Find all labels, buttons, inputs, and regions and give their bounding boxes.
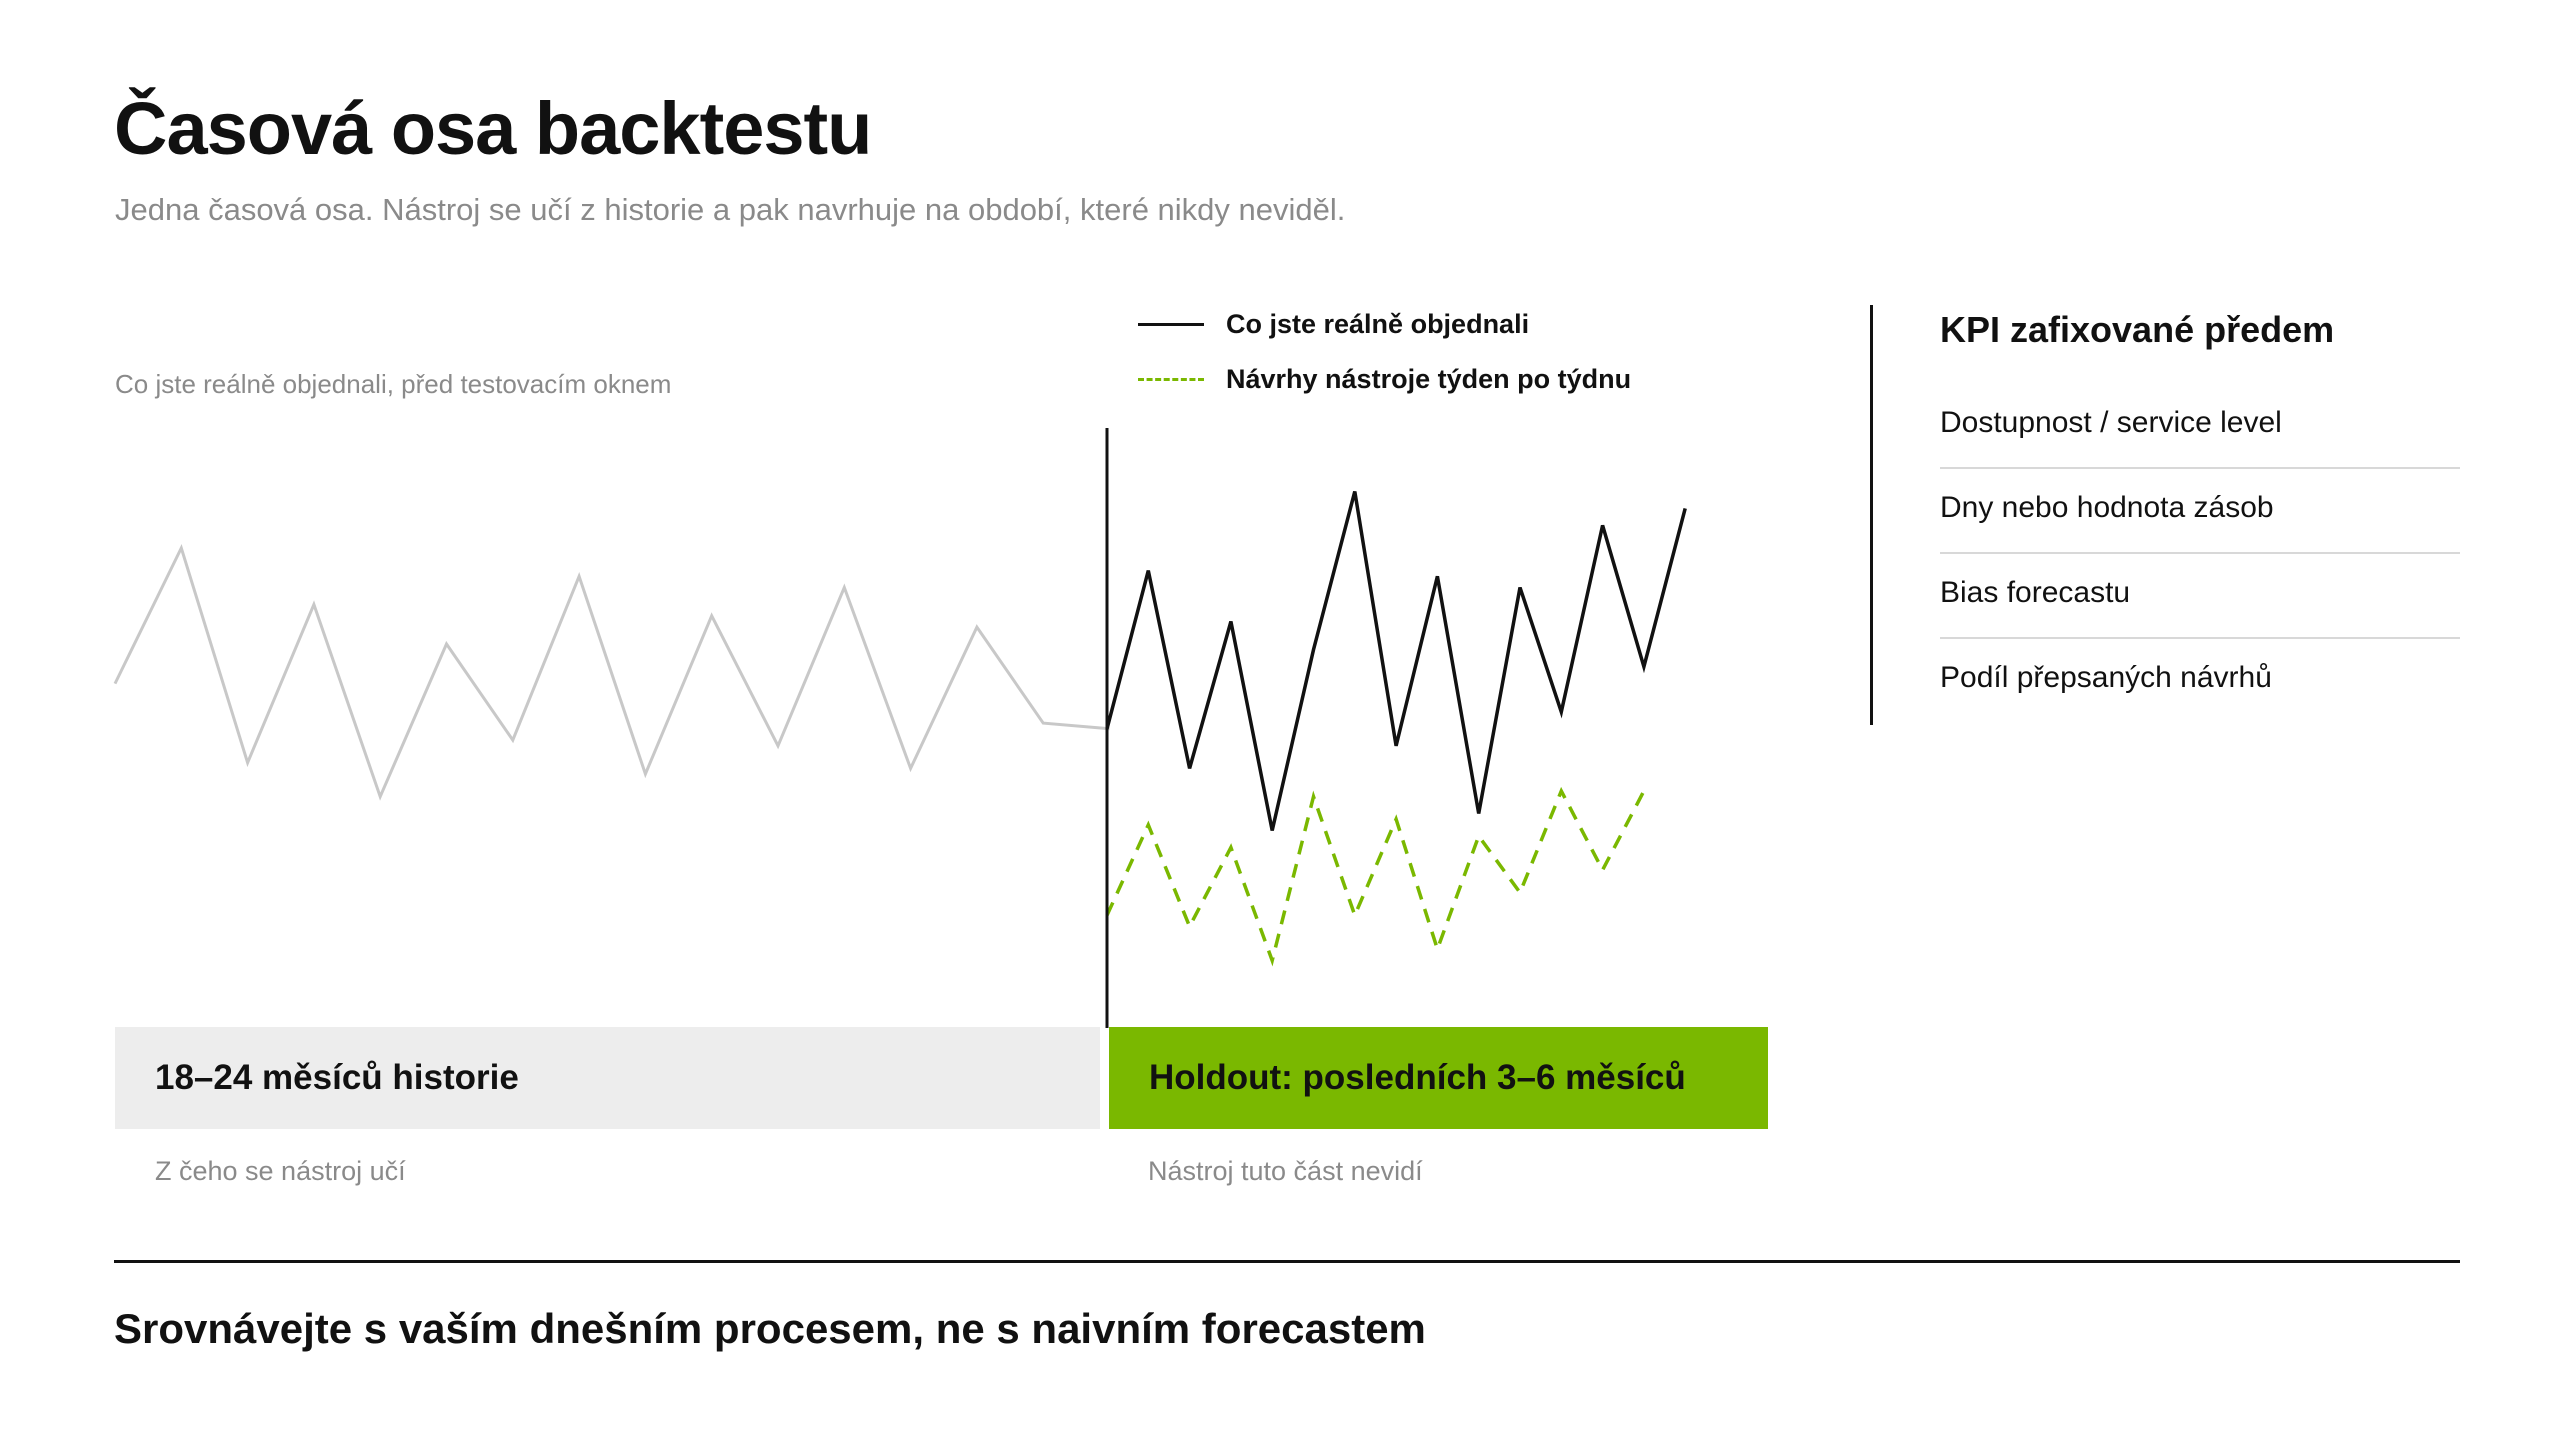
history-series-caption: Co jste reálně objednali, před testovacím oknem: [115, 369, 672, 399]
kpi-list: [1940, 384, 2460, 724]
series-line-proposals: [1107, 791, 1644, 961]
legend-label-actual: Co jste reálně objednali: [1226, 309, 1530, 339]
kpi-item: Dny nebo hodnota zásob: [1940, 469, 2460, 554]
kpi-divider: [1870, 305, 1873, 725]
page-title: Časová osa backtestu: [114, 87, 872, 170]
holdout-period-bar: Holdout: posledních 3–6 měsíců: [1109, 1027, 1768, 1129]
history-period-bar: 18–24 měsíců historie: [115, 1027, 1100, 1129]
footer-divider: [114, 1260, 2460, 1263]
footer-statement: Srovnávejte s vaším dnešním procesem, ne s naivním forecastem: [114, 1305, 1426, 1352]
kpi-item: Podíl přepsaných návrhů: [1940, 661, 2272, 694]
history-period-note: Z čeho se nástroj učí: [155, 1156, 406, 1186]
holdout-period-note: Nástroj tuto část nevidí: [1148, 1156, 1423, 1186]
page-subtitle: Jedna časová osa. Nástroj se učí z historie a pak navrhuje na období, které nikdy neviděl.: [115, 192, 1346, 227]
kpi-title: KPI zafixované předem: [1940, 309, 2335, 350]
legend-label-proposals: Návrhy nástroje týden po týdnu: [1226, 364, 1632, 394]
kpi-item: Bias forecastu: [1940, 554, 2460, 639]
series-line-history: [115, 548, 1110, 797]
series-line-actual: [1107, 492, 1685, 831]
kpi-item: Dostupnost / service level: [1940, 384, 2460, 469]
